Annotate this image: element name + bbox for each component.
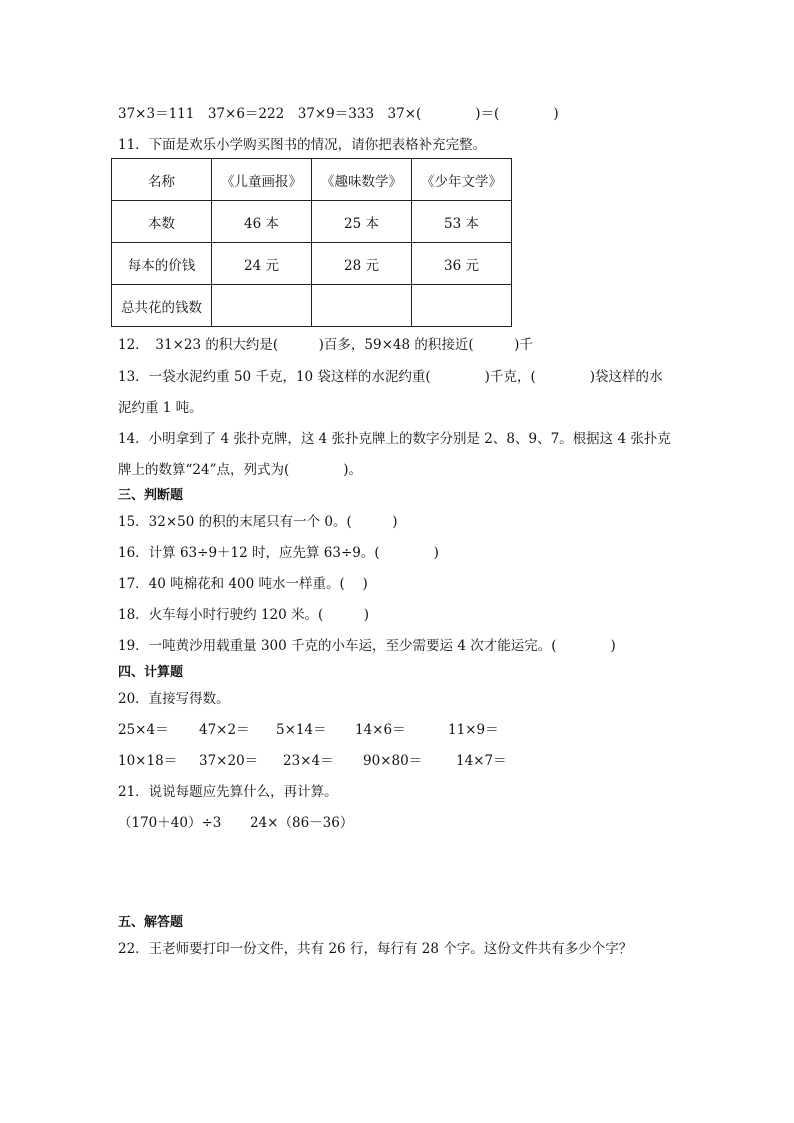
question-13-line1: 13．一袋水泥约重 50 千克，10 袋这样的水泥约重( )千克，( )袋这样的水 — [118, 369, 663, 385]
table-row — [112, 201, 512, 243]
calc-item: 11×9＝ — [448, 722, 499, 738]
calc-item: 10×18＝ — [118, 753, 178, 769]
table-answer-cell[interactable] — [412, 285, 512, 327]
question-20: 20．直接写得数。 — [118, 691, 230, 707]
table-cell: 36 元 — [412, 243, 512, 285]
question-21: 21．说说每题应先算什么，再计算。 — [118, 784, 338, 800]
question-19: 19．一吨黄沙用载重量 300 千克的小车运，至少需要运 4 次才能运完。( ) — [118, 638, 616, 654]
question-14-line2: 牌上的数算“24”点，列式为( )。 — [118, 462, 363, 478]
calc-item: 24×（86－36） — [250, 815, 354, 831]
table-header-cell: 《趣味数学》 — [312, 159, 412, 201]
table-header-cell: 《少年文学》 — [412, 159, 512, 201]
table-cell: 总共花的钱数 — [112, 285, 212, 327]
table-answer-cell[interactable] — [212, 285, 312, 327]
section-heading: 三、判断题 — [118, 488, 184, 503]
question-12: 12． 31×23 的积大约是( )百多，59×48 的积接近( )千 — [118, 337, 533, 353]
table-answer-cell[interactable] — [312, 285, 412, 327]
calc-item: 14×7＝ — [456, 753, 507, 769]
calc-item: 47×2＝ — [199, 722, 250, 738]
question-16: 16．计算 63÷9＋12 时，应先算 63÷9。( ) — [118, 545, 439, 561]
question-14-line1: 14．小明拿到了 4 张扑克牌，这 4 张扑克牌上的数字分别是 2、8、9、7。根据这 4 张扑克 — [118, 431, 671, 447]
section-heading: 五、解答题 — [118, 915, 184, 930]
book-purchase-table — [111, 158, 512, 327]
table-cell: 每本的价钱 — [112, 243, 212, 285]
calc-item: 23×4＝ — [283, 753, 334, 769]
table-cell: 46 本 — [212, 201, 312, 243]
table-header-cell: 名称 — [112, 159, 212, 201]
table-row — [112, 243, 512, 285]
table-header-cell: 《儿童画报》 — [212, 159, 312, 201]
question-17: 17．40 吨棉花和 400 吨水一样重。( ) — [118, 576, 368, 592]
table-cell: 本数 — [112, 201, 212, 243]
question-15: 15．32×50 的积的末尾只有一个 0。( ) — [118, 514, 398, 530]
calc-item: 14×6＝ — [355, 722, 406, 738]
calc-item: 25×4＝ — [118, 722, 169, 738]
table-cell: 28 元 — [312, 243, 412, 285]
question-18: 18．火车每小时行驶约 120 米。( ) — [118, 607, 370, 623]
question-13-line2: 泥约重 1 吨。 — [118, 400, 203, 416]
calc-item: （170＋40）÷3 — [118, 815, 222, 831]
table-cell: 25 本 — [312, 201, 412, 243]
calc-item: 5×14＝ — [276, 722, 327, 738]
question-11: 11．下面是欢乐小学购买图书的情况，请你把表格补充完整。 — [118, 137, 487, 153]
question-22: 22．王老师要打印一份文件，共有 26 行，每行有 28 个字。这份文件共有多少个字？ — [118, 941, 633, 957]
table-cell: 53 本 — [412, 201, 512, 243]
calc-item: 90×80＝ — [363, 753, 423, 769]
table-header-row — [112, 159, 512, 201]
calc-item: 37×20＝ — [199, 753, 259, 769]
table-row — [112, 285, 512, 327]
section-heading: 四、计算题 — [118, 665, 184, 680]
table-cell: 24 元 — [212, 243, 312, 285]
question-10: 37×3＝111 37×6＝222 37×9＝333 37×( )＝( ) — [118, 106, 559, 122]
